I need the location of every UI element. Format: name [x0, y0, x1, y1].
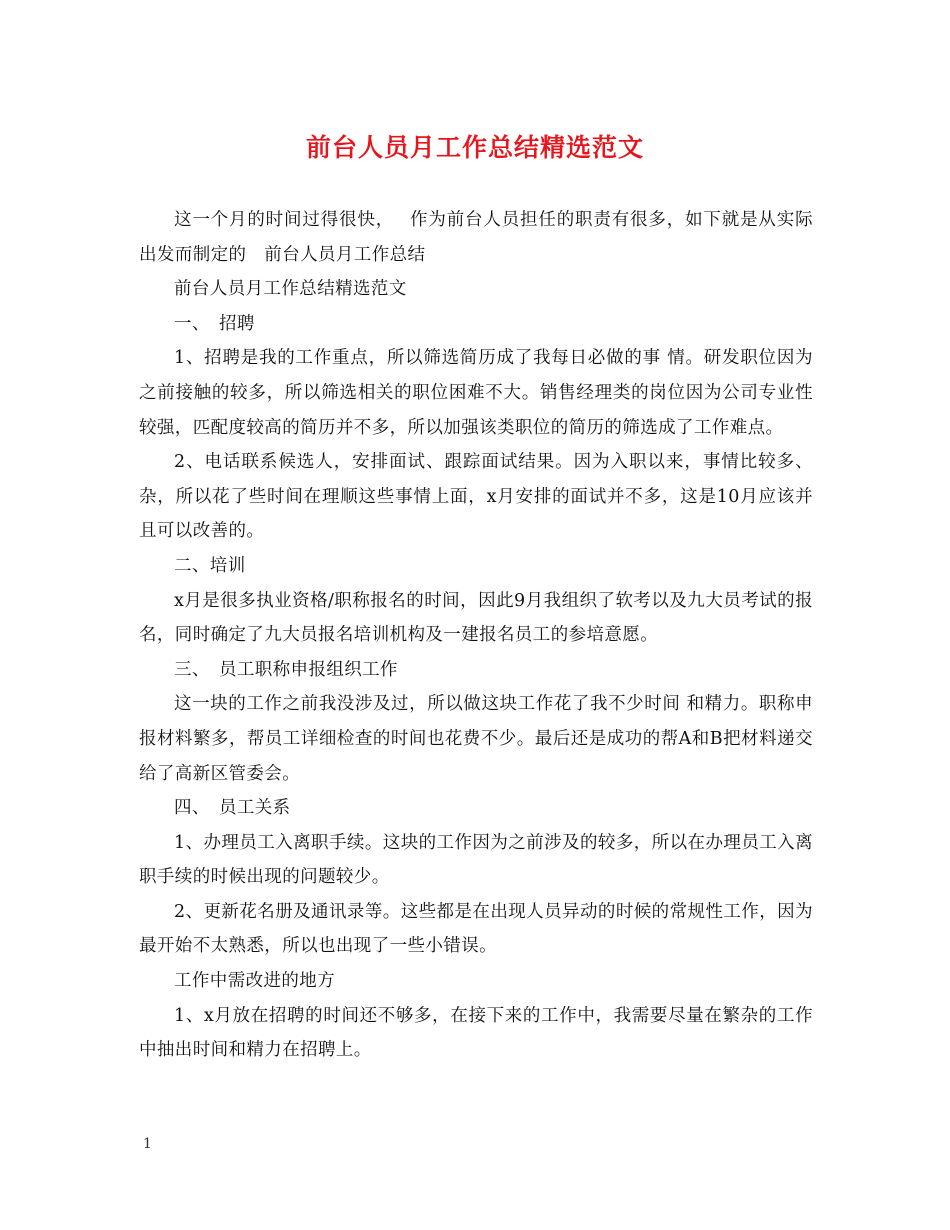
paragraph-recruitment-1: 1、招聘是我的工作重点，所以筛选简历成了我每日必做的事 情。研发职位因为之前接触的较多，所以筛选相关的职位困难不大。销售经理类的岗位因为公司专业性较强，匹配度较高的简历并不多，所以加强该类职位的简历的筛选成了工作难点。 — [139, 348, 813, 438]
section-heading-improvements: 工作中需改进的地方 — [174, 971, 336, 992]
section-heading-training: 二、培训 — [174, 555, 246, 576]
section-heading-employee-relations: 四、 员工关系 — [174, 798, 291, 819]
document-body — [139, 203, 813, 1068]
section-heading-recruitment: 一、 招聘 — [174, 313, 255, 334]
paragraph-improvements-1: 1、x月放在招聘的时间还不够多，在接下来的工作中，我需要尽量在繁杂的工作中抽出时间和精力在招聘上。 — [139, 1005, 813, 1061]
paragraph-intro: 这一个月的时间过得很快， 作为前台人员担任的职责有很多，如下就是从实际出发而制定的 前台人员月工作总结 — [139, 210, 813, 265]
paragraph-recruitment-2: 2、电话联系候选人，安排面试、跟踪面试结果。因为入职以来，事情比较多、杂，所以花了些时间在理顺这些事情上面，x月安排的面试并不多，这是10月应该并且可以改善的。 — [139, 452, 813, 542]
page-number: 1 — [143, 1136, 152, 1152]
document-title: 前台人员月工作总结精选范文 — [305, 133, 644, 162]
paragraph-employee-relations-2: 2、更新花名册及通讯录等。这些都是在出现人员异动的时候的常规性工作，因为最开始不太熟悉，所以也出现了一些小错误。 — [139, 901, 813, 957]
paragraph-subtitle: 前台人员月工作总结精选范文 — [174, 279, 407, 300]
paragraph-training: x月是很多执业资格/职称报名的时间，因此9月我组织了软考以及九大员考试的报名，同时确定了九大员报名培训机构及一建报名员工的参培意愿。 — [139, 590, 813, 646]
paragraph-employee-relations-1: 1、办理员工入离职手续。这块的工作因为之前涉及的较多，所以在办理员工入离职手续的时候出现的问题较少。 — [139, 832, 813, 888]
section-heading-title-application: 三、 员工职称申报组织工作 — [174, 659, 398, 680]
paragraph-title-application: 这一块的工作之前我没涉及过，所以做这块工作花了我不少时间 和精力。职称申报材料繁多，帮员工详细检查的时间也花费不少。最后还是成功的帮A和B把材料递交给了高新区管委会。 — [139, 694, 813, 784]
